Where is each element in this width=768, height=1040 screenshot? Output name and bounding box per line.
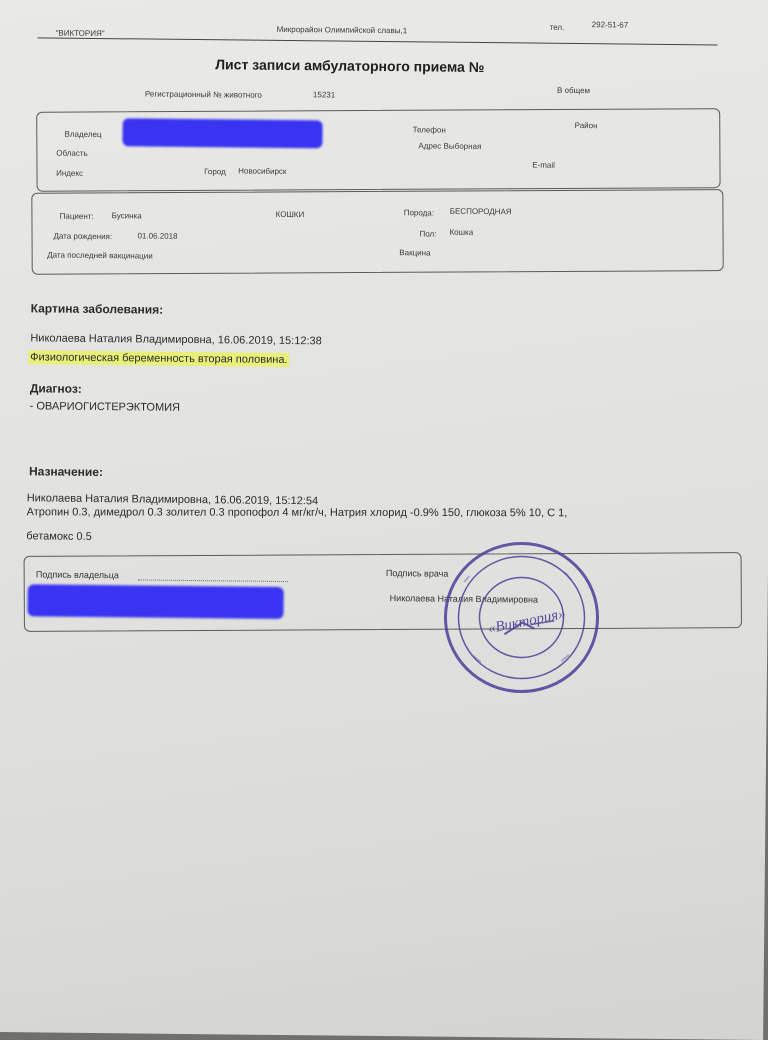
diagnosis-text: - ОВАРИОГИСТЕРЭКТОМИЯ (29, 400, 181, 414)
phone-label: тел. (549, 22, 565, 32)
owner-index-label: Индекс (56, 168, 84, 178)
owner-district-label: Район (574, 121, 598, 131)
disease-text (28, 351, 289, 366)
form-title: Лист записи амбулаторного приема № (215, 56, 485, 76)
owner-city-label: Город (204, 167, 226, 177)
owner-signature-redaction (27, 584, 283, 619)
general-label: В общем (556, 85, 591, 96)
last-vaccination-label: Дата последней вакцинации (47, 250, 153, 261)
disease-heading: Картина заболевания: (30, 301, 164, 317)
prescription-author-line: Николаева Наталия Владимировна, 16.06.2019, 15:12:54 (26, 492, 319, 508)
reg-number-value: 15231 (312, 90, 336, 100)
owner-name-redaction (122, 118, 322, 148)
patient-species: КОШКИ (275, 209, 305, 220)
prescription-line-1: Атропин 0.3, димедрол 0.3 золител 0.3 пропофол 4 мг/кг/ч, Натрия хлорид -0.9% 150, глюкоза 5% 10, С 1, (26, 506, 568, 520)
vaccine-label: Вакцина (399, 248, 431, 258)
prescription-heading: Назначение: (28, 464, 104, 480)
owner-region-label: Область (56, 148, 88, 158)
disease-text-highlighted: Физиологическая беременность вторая половина. (28, 350, 289, 367)
breed-label: Порода: (403, 208, 435, 218)
dob-label: Дата рождения: (53, 231, 113, 242)
owner-phone-label: Телефон (412, 125, 446, 135)
header-divider (38, 37, 718, 45)
patient-name: Бусинка (111, 211, 142, 221)
owner-signature-label: Подпись владельца (35, 569, 119, 581)
phone-value: 292-51-67 (591, 20, 629, 30)
owner-email-label: E-mail (532, 160, 555, 170)
doctor-signature-label: Подпись врача (385, 568, 449, 579)
breed-value: БЕСПОРОДНАЯ (449, 206, 512, 217)
clinic-address: Микрорайон Олимпийской славы,1 (276, 24, 408, 36)
stamp-center-text: «Виктория» (486, 605, 568, 638)
clinic-stamp (442, 538, 602, 698)
doctor-name: Николаева Наталия Владимировна (389, 593, 539, 605)
patient-label: Пациент: (59, 211, 94, 221)
disease-author-line: Николаева Наталия Владимировна, 16.06.2019, 15:12:38 (30, 332, 322, 348)
sex-value: Кошка (449, 227, 474, 237)
clinic-name: "ВИКТОРИЯ" (55, 28, 105, 39)
owner-city-value: Новосибирск (238, 166, 287, 176)
sex-label: Пол: (419, 229, 437, 239)
owner-address-label: Адрес Выборная (418, 141, 482, 152)
reg-number-label: Регистрационный № животного (144, 89, 262, 100)
patient-info-box (31, 189, 723, 275)
diagnosis-heading: Диагноз: (29, 381, 82, 396)
dob-value: 01.06.2018 (137, 231, 178, 241)
owner-label: Владелец (64, 129, 102, 140)
prescription-line-2: бетамокс 0.5 (26, 530, 92, 543)
